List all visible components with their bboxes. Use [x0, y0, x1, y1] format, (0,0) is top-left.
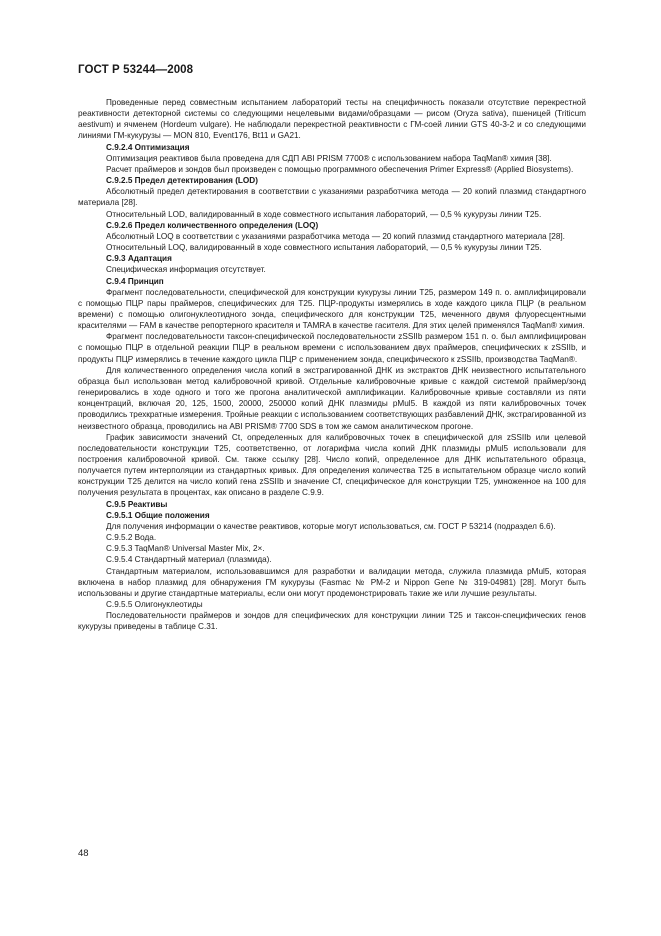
paragraph: Оптимизация реактивов была проведена для СДП ABI PRISM 7700® с использованием набора TaqMan® химия [38].	[106, 153, 552, 163]
document-header: ГОСТ Р 53244—2008	[78, 64, 194, 76]
paragraph: График зависимости значений Ct, определенных для калибровочных точек в специфической для zSSIIb или целевой последовательности конструкции T25, соответственно, от логарифма числа копий ДНК плазмиды pMul5 использовали для построения калибровочной кривой. Cм. также ссылку [28]. Число копий, определенное для ДНК испытательного образца, получается путем интерполяции из стандартных кривых. Для определения количества T25 в испытательном образце число копий конструкции T25 делится на число копий гена zSSIIb и значение Cf, специфическое для конструкции T25, умноженное на 100 для получения результата в процентах, как описано в разделе C.9.9.	[78, 432, 586, 498]
subsection-item: C.9.5.2 Вода.	[106, 533, 157, 543]
paragraph: Абсолютный предел детектирования в соответствии с указаниями разработчика метода — 20 копий плазмид стандартного материала [28].	[78, 187, 586, 208]
section-heading: C.9.3 Адаптация	[106, 254, 172, 264]
section-heading: C.9.5 Реактивы	[106, 499, 168, 509]
paragraph: Фрагмент последовательности таксон-специфической последовательности zSSIIb размером 151 п. о. был амплифицирован с помощью ПЦР в отдельной реакции ПЦР в реальном времени с использованием двух праймеров, специфических к zSSIIb, и продукты ПЦР измерялись в течение каждого цикла ПЦР с применением зонда, специфического к zSSIIb, производства TaqMan®.	[78, 332, 586, 364]
paragraph: Специфическая информация отсутствует.	[106, 265, 266, 275]
paragraph: Относительный LOQ, валидированный в ходе совместного испытания лабораторий, — 0,5 % кукурузы линии T25.	[106, 243, 542, 253]
subsection-item: C.9.5.4 Стандартный материал (плазмида).	[106, 555, 272, 565]
section-heading: C.9.2.6 Предел количественного определения (LOQ)	[106, 220, 319, 230]
subsection-item: C.9.5.5 Олигонуклеотиды	[106, 600, 203, 610]
paragraph: Последовательности праймеров и зондов для специфических для конструкции линии T25 и таксон-специфических генов кукурузы приведены в таблице C.31.	[78, 611, 586, 632]
section-heading: C.9.4 Принцип	[106, 276, 164, 286]
section-heading: C.9.2.5 Предел детектирования (LOD)	[106, 176, 258, 186]
section-heading: C.9.5.1 Общие положения	[106, 510, 210, 520]
document-body	[78, 97, 586, 633]
paragraph: Стандартным материалом, использовавшимся для разработки и валидации метода, служила плазмида pMul5, которая включена в набор плазмид для обнаружения ГМ кукурузы (Fasmac № PM-2 и Nippon Gene № 319-04981) [28]. Могут быть использованы и другие стандартные материалы, если они могут продемонстрировать такие же или лучшие результаты.	[78, 566, 586, 598]
paragraph: Абсолютный LOQ в соответствии с указаниями разработчика метода — 20 копий плазмид стандартного материала [28].	[106, 231, 565, 241]
paragraph: Расчет праймеров и зондов был произведен с помощью программного обеспечения Primer Express® (Applied Biosystems).	[106, 164, 574, 174]
paragraph: Фрагмент последовательности, специфической для конструкции кукурузы линии T25, размером 149 п. о. амплифицировали с помощью ПЦР пары праймеров, специфических для T25. ПЦР-продукты измерялись в ходе каждого цикла ПЦР (в реальном времени) с помощью олигонуклеотидного зонда, специфического для конструкции T25, меченного двумя флуоресцентными красителями — FAM в качестве репортерного красителя и TAMRA в качестве гасителя. Для этих целей применялся TaqMan® химия.	[78, 287, 586, 331]
section-heading: C.9.2.4 Оптимизация	[106, 142, 190, 152]
paragraph: Проведенные перед совместным испытанием лабораторий тесты на специфичность показали отсутствие перекрестной реактивности детекторной системы со следующими нецелевыми видами/образцами — рисом (Oryza sativa), пшеницей (Triticum aestivum) и ячменем (Hordeum vulgare). Не наблюдали перекрестной реактивности с ГМ-соей линии GTS 40-3-2 и со следующими линиями ГМ-кукурузы — MON 810, Event176, Bt11 и GA21.	[78, 98, 586, 141]
subsection-item: C.9.5.3 TaqMan® Universal Master Mix, 2×.	[106, 544, 265, 554]
paragraph: Для получения информации о качестве реактивов, которые могут использоваться, см. ГОСТ Р 53214 (подраздел 6.6).	[106, 521, 556, 531]
paragraph: Для количественного определения числа копий в экстрагированной ДНК из экстрактов ДНК неизвестного испытательного образца был использован метод калибровочной кривой. Отдельные калибровочные кривые с каждой системой праймер/зонд генерировались в ходе одного и того же прогона аналитической амплификации. Калибровочные кривые составляли из пяти концентраций, включая 20, 125, 1500, 20000, 250000 копий ДНК плазмиды pMul5. В каждой из пяти калибровочных точек проводились трехкратные измерения. Тройные реакции с использованием соответствующих разбавлений ДНК, экстрагированной из неизвестного образца, проводились на ABI PRISM® 7700 SDS в том же самом аналитическом прогоне.	[78, 365, 586, 431]
paragraph: Относительный LOD, валидированный в ходе совместного испытания лабораторий, — 0,5 % кукурузы линии T25.	[106, 209, 542, 219]
page-number: 48	[78, 848, 89, 859]
